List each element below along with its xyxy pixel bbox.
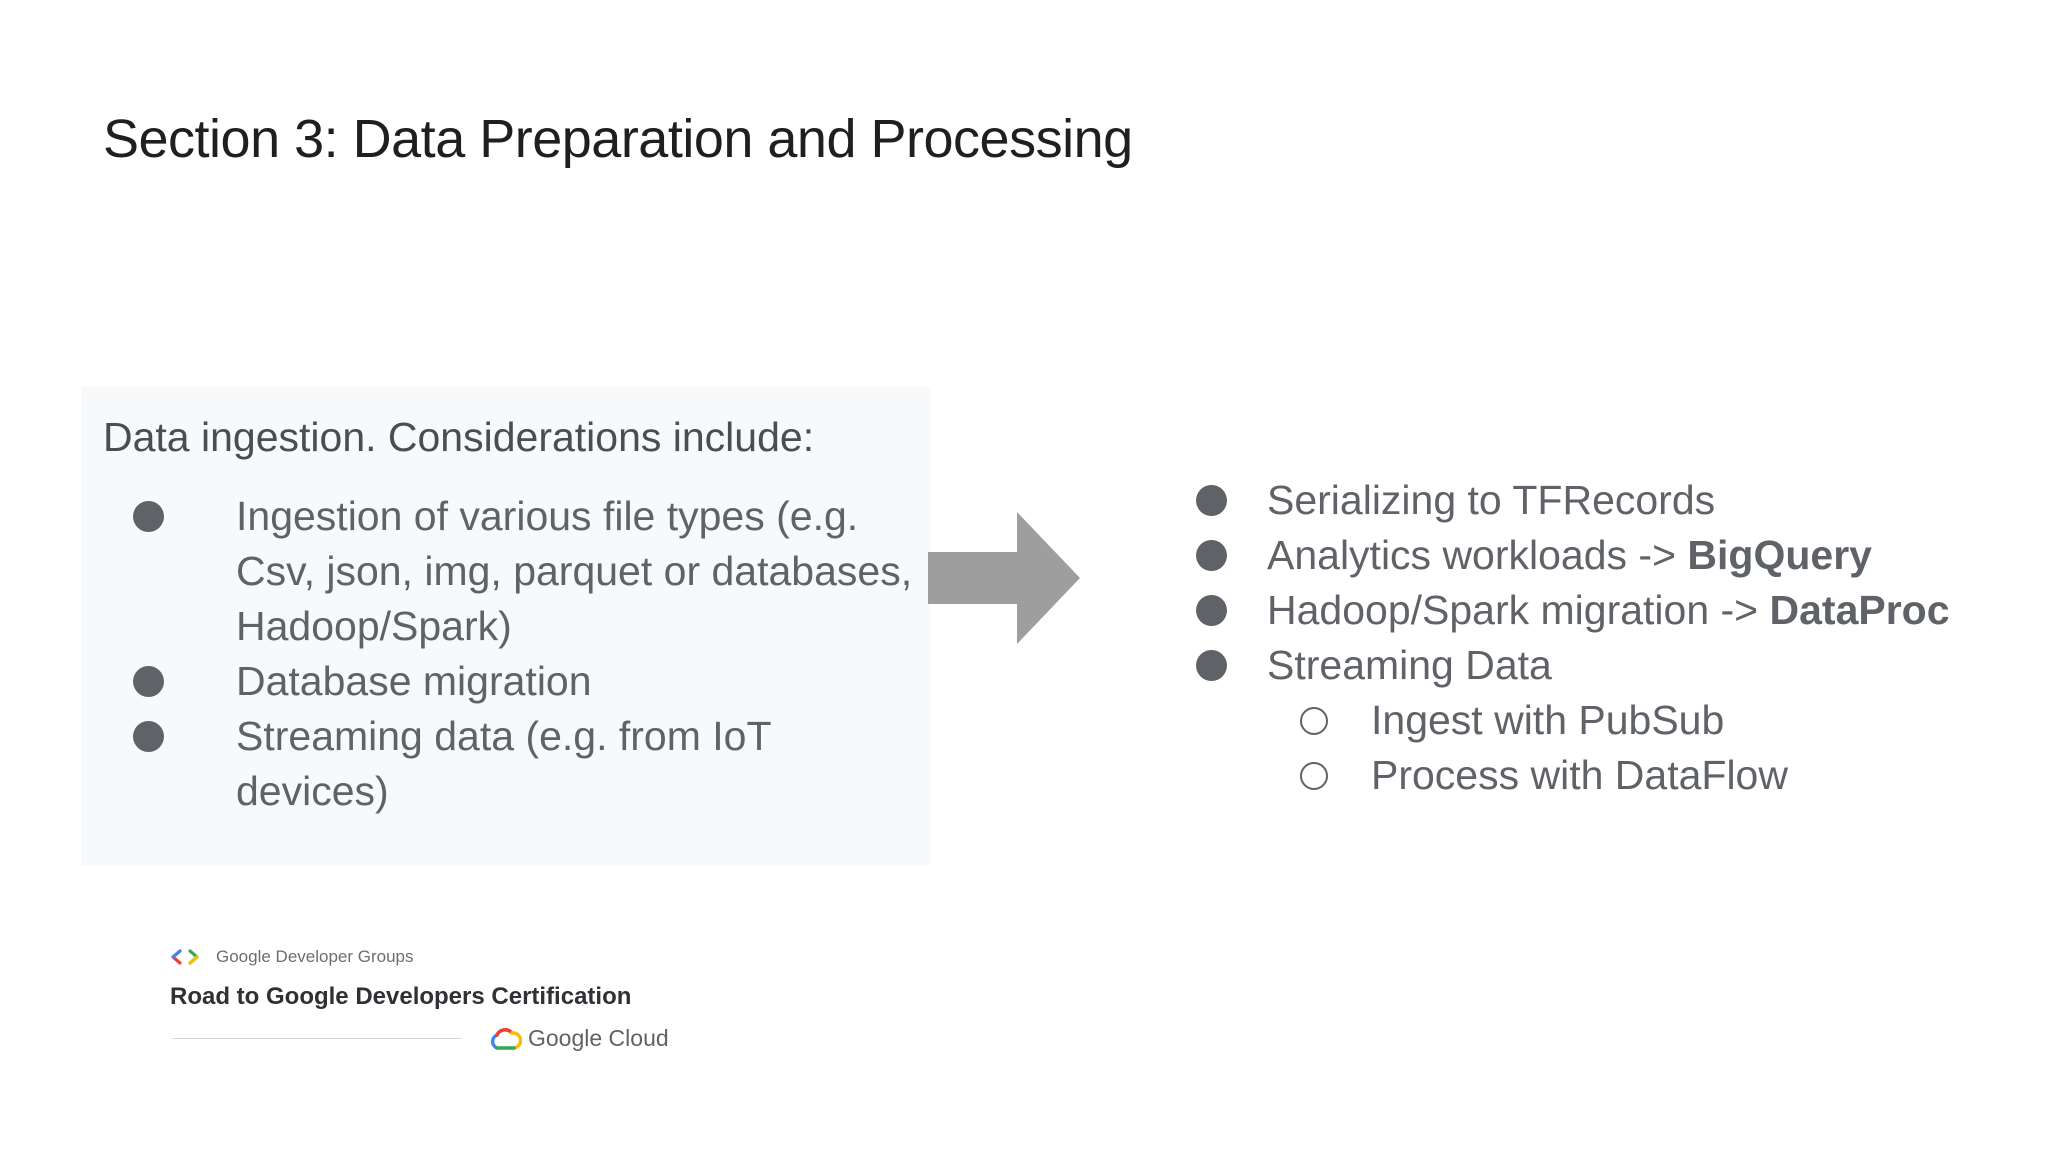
footer-logo [170,945,690,1065]
bullet-text: Analytics workloads -> [1267,532,1688,578]
sub-list-item [1196,693,1996,748]
list-item [1196,583,1996,638]
bullet-text: Streaming data (e.g. from IoT devices) [236,713,771,814]
bullet-dot [133,721,164,752]
logo-divider [172,1038,462,1039]
sub-list-item [1196,748,1996,803]
processing-bullet-list [1196,473,1996,803]
list-item [133,709,923,819]
list-item [133,489,923,654]
gdg-logo-icon [170,949,208,965]
bullet-dot [1196,540,1227,571]
bullet-text: Database migration [236,658,592,704]
bullet-highlight: DataProc [1769,587,1950,633]
list-item [133,654,923,709]
bullet-text: Streaming Data [1267,642,1552,688]
google-cloud-name: Google Cloud [528,1025,669,1051]
bullet-dot [1196,595,1227,626]
bullet-dot [133,666,164,697]
right-arrow-icon [928,512,1080,649]
bullet-text: Serializing to TFRecords [1267,477,1716,523]
certification-program-name: Road to Google Developers Certification [170,983,632,1010]
bullet-dot [133,501,164,532]
ingestion-panel [81,387,930,865]
bullet-dot [1196,485,1227,516]
bullet-highlight: BigQuery [1687,532,1872,578]
bullet-dot [1196,650,1227,681]
ingestion-bullet-list [133,489,923,819]
hollow-bullet [1300,707,1328,735]
google-cloud-icon [488,1027,522,1051]
bullet-text-line: Csv, json, img, parquet or databases, [236,548,913,594]
list-item [1196,638,1996,693]
bullet-text: Hadoop/Spark migration -> [1267,587,1770,633]
bullet-text: Ingest with PubSub [1371,697,1725,743]
bullet-text-line: Ingestion of various file types (e.g. [236,493,859,539]
slide-title: Section 3: Data Preparation and Processing [103,109,1133,169]
gdg-lockup [170,945,414,969]
bullet-text-line: Hadoop/Spark) [236,603,512,649]
panel-heading: Data ingestion. Considerations include: [103,414,815,460]
right-arrow-shape [928,512,1080,644]
google-cloud-lockup [488,1025,669,1052]
gdg-name: Google Developer Groups [216,947,414,966]
bullet-text: Process with DataFlow [1371,752,1788,798]
list-item [1196,528,1996,583]
list-item [1196,473,1996,528]
hollow-bullet [1300,762,1328,790]
